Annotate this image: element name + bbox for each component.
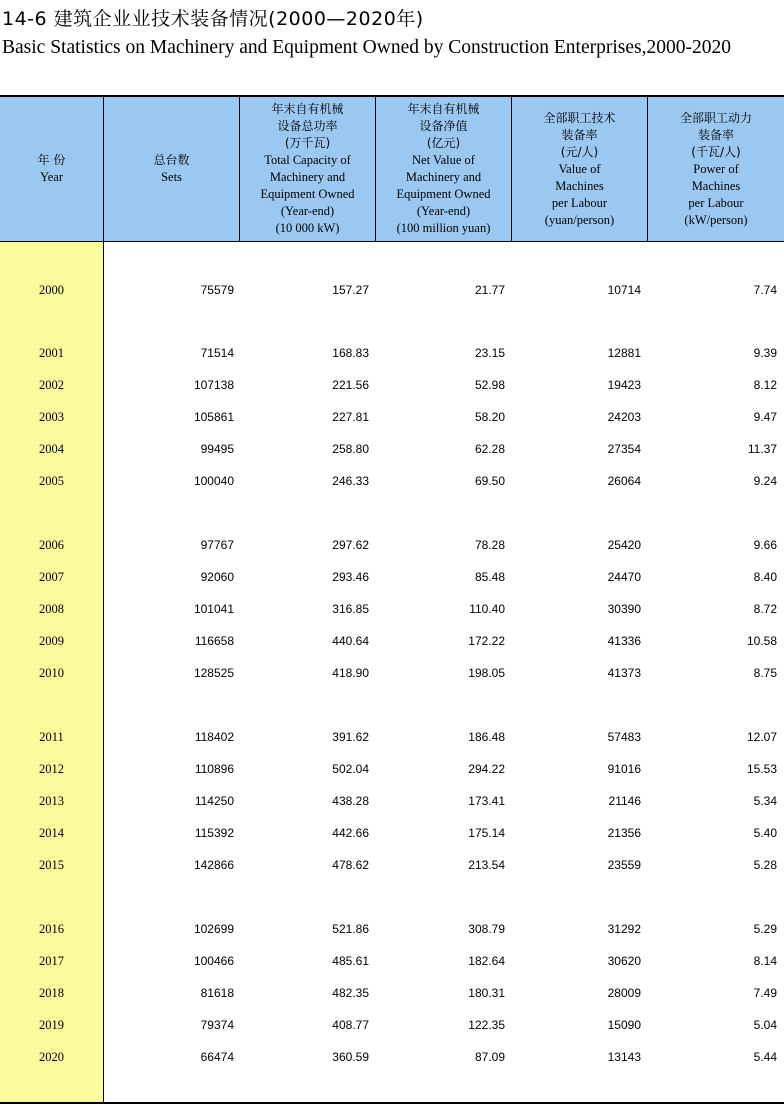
cell-power-per-labour: 9.39 <box>753 346 777 360</box>
cell-year: 2004 <box>39 442 64 456</box>
cell-sets: 102699 <box>193 922 234 936</box>
header-capacity-en5: (10 000 kW) <box>275 221 340 235</box>
cell-value-per-labour: 23559 <box>607 858 641 872</box>
cell-power-per-labour: 8.40 <box>753 570 777 584</box>
cell-power-per-labour: 5.44 <box>753 1050 777 1064</box>
header-net-value-en3: Equipment Owned <box>396 187 491 201</box>
table-row <box>0 471 784 491</box>
cell-net-value: 110.40 <box>469 602 505 616</box>
header-capacity-cn1: 年末自有机械 <box>271 102 344 116</box>
table-title-chinese: 14-6 建筑企业业技术装备情况(2000—2020年) <box>2 8 424 30</box>
table-row <box>0 439 784 459</box>
header-value-per-labour <box>512 97 647 241</box>
cell-capacity: 418.90 <box>332 666 369 680</box>
cell-value-per-labour: 30390 <box>607 602 641 616</box>
cell-year: 2009 <box>39 634 64 648</box>
cell-year: 2019 <box>39 1018 64 1032</box>
header-power-per-labour-cn2: 装备率 <box>697 127 734 142</box>
header-capacity-en3: Equipment Owned <box>260 187 355 201</box>
cell-year: 2013 <box>39 794 64 808</box>
cell-year: 2018 <box>39 986 64 1000</box>
cell-value-per-labour: 27354 <box>607 442 641 456</box>
cell-sets: 71514 <box>200 346 234 360</box>
cell-power-per-labour: 5.34 <box>753 794 777 808</box>
cell-value-per-labour: 91016 <box>607 762 641 776</box>
table-row <box>0 407 784 427</box>
cell-capacity: 521.86 <box>332 922 369 936</box>
cell-value-per-labour: 24203 <box>607 410 641 424</box>
cell-sets: 142866 <box>193 858 234 872</box>
header-value-per-labour-cn2: 装备率 <box>561 127 598 142</box>
table-row <box>0 280 784 300</box>
cell-capacity: 438.28 <box>332 794 369 808</box>
cell-power-per-labour: 8.72 <box>753 602 777 616</box>
cell-capacity: 478.62 <box>332 858 369 872</box>
cell-sets: 107138 <box>193 378 234 392</box>
cell-capacity: 408.77 <box>332 1018 369 1032</box>
table-row <box>0 919 784 939</box>
header-divider <box>0 241 784 242</box>
cell-capacity: 246.33 <box>332 474 369 488</box>
cell-value-per-labour: 30620 <box>607 954 641 968</box>
cell-value-per-labour: 57483 <box>607 730 641 744</box>
header-sets-en: Sets <box>161 170 182 184</box>
cell-power-per-labour: 8.75 <box>753 666 777 680</box>
header-year <box>0 97 103 241</box>
header-power-per-labour-en4: (kW/person) <box>684 212 748 227</box>
cell-year: 2015 <box>39 858 64 872</box>
cell-net-value: 213.54 <box>468 858 505 872</box>
cell-value-per-labour: 26064 <box>607 474 641 488</box>
table-row <box>0 791 784 811</box>
header-net-value-cn2: 设备净值 <box>419 119 468 133</box>
cell-capacity: 485.61 <box>332 954 369 968</box>
header-power-per-labour-en3: per Labour <box>688 195 744 210</box>
header-year-cn: 年 份 <box>37 153 66 167</box>
cell-net-value: 198.05 <box>468 666 505 680</box>
header-capacity-cn3: (万千瓦) <box>284 136 331 150</box>
table-row <box>0 375 784 395</box>
table-row <box>0 1015 784 1035</box>
table-row <box>0 759 784 779</box>
cell-year: 2002 <box>39 378 64 392</box>
cell-sets: 92060 <box>200 570 234 584</box>
cell-sets: 75579 <box>200 283 234 297</box>
cell-value-per-labour: 25420 <box>607 538 641 552</box>
table-row <box>0 855 784 875</box>
cell-net-value: 172.22 <box>468 634 505 648</box>
cell-year: 2017 <box>39 954 64 968</box>
cell-net-value: 308.79 <box>468 922 505 936</box>
header-value-per-labour-cn1: 全部职工技术 <box>543 110 616 125</box>
header-power-per-labour-en2: Machines <box>691 178 741 193</box>
cell-value-per-labour: 21356 <box>607 826 641 840</box>
table-row <box>0 343 784 363</box>
cell-year: 2006 <box>39 538 64 552</box>
bottom-rule <box>0 1102 784 1104</box>
cell-net-value: 87.09 <box>474 1050 505 1064</box>
cell-capacity: 157.27 <box>332 283 369 297</box>
header-year-en: Year <box>39 170 64 184</box>
cell-net-value: 122.35 <box>468 1018 505 1032</box>
cell-sets: 66474 <box>200 1050 234 1064</box>
cell-sets: 101041 <box>193 602 234 616</box>
cell-net-value: 52.98 <box>474 378 505 392</box>
cell-net-value: 58.20 <box>474 410 505 424</box>
cell-value-per-labour: 13143 <box>607 1050 641 1064</box>
header-value-per-labour-en4: (yuan/person) <box>544 212 615 227</box>
cell-year: 2003 <box>39 410 64 424</box>
cell-sets: 79374 <box>200 1018 234 1032</box>
header-value-per-labour-en3: per Labour <box>551 195 608 210</box>
cell-capacity: 227.81 <box>332 410 369 424</box>
cell-net-value: 173.41 <box>468 794 505 808</box>
cell-net-value: 23.15 <box>474 346 505 360</box>
cell-capacity: 360.59 <box>332 1050 369 1064</box>
cell-sets: 81618 <box>200 986 234 1000</box>
header-capacity <box>240 97 375 241</box>
cell-power-per-labour: 9.66 <box>753 538 777 552</box>
cell-power-per-labour: 8.14 <box>753 954 777 968</box>
cell-value-per-labour: 24470 <box>607 570 641 584</box>
cell-capacity: 293.46 <box>332 570 369 584</box>
cell-net-value: 69.50 <box>474 474 505 488</box>
cell-sets: 100466 <box>193 954 234 968</box>
header-net-value-en5: (100 million yuan) <box>396 221 491 235</box>
table-row <box>0 983 784 1003</box>
header-net-value-en4: (Year-end) <box>416 204 471 218</box>
cell-power-per-labour: 5.40 <box>753 826 777 840</box>
cell-net-value: 21.77 <box>474 283 505 297</box>
header-power-per-labour-cn1: 全部职工动力 <box>679 110 752 125</box>
cell-year: 2008 <box>39 602 64 616</box>
cell-sets: 116658 <box>194 634 234 648</box>
table-row <box>0 535 784 555</box>
cell-value-per-labour: 28009 <box>607 986 641 1000</box>
header-value-per-labour-en1: Value of <box>558 161 601 176</box>
table-row <box>0 567 784 587</box>
cell-value-per-labour: 31292 <box>607 922 641 936</box>
cell-power-per-labour: 7.74 <box>753 283 777 297</box>
cell-sets: 110896 <box>194 762 234 776</box>
cell-power-per-labour: 5.04 <box>753 1018 777 1032</box>
cell-net-value: 294.22 <box>468 762 505 776</box>
cell-value-per-labour: 15090 <box>607 1018 641 1032</box>
cell-year: 2014 <box>39 826 64 840</box>
cell-year: 2007 <box>39 570 64 584</box>
cell-power-per-labour: 10.58 <box>746 634 777 648</box>
cell-net-value: 182.64 <box>468 954 505 968</box>
cell-value-per-labour: 41373 <box>607 666 641 680</box>
cell-power-per-labour: 5.28 <box>753 858 777 872</box>
cell-sets: 99495 <box>200 442 234 456</box>
cell-sets: 118402 <box>194 730 234 744</box>
cell-net-value: 78.28 <box>474 538 505 552</box>
table-row <box>0 823 784 843</box>
header-power-per-labour-cn3: (千瓦/人) <box>691 144 741 159</box>
header-net-value-en2: Machinery and <box>405 170 482 184</box>
table-row <box>0 951 784 971</box>
cell-power-per-labour: 11.37 <box>747 442 777 456</box>
cell-value-per-labour: 10714 <box>607 283 641 297</box>
cell-capacity: 221.56 <box>332 378 369 392</box>
header-power-per-labour-en1: Power of <box>693 161 739 176</box>
cell-power-per-labour: 7.49 <box>753 986 777 1000</box>
cell-power-per-labour: 9.47 <box>753 410 777 424</box>
cell-year: 2016 <box>39 922 64 936</box>
header-net-value-cn3: (亿元) <box>426 136 461 150</box>
table-row <box>0 599 784 619</box>
cell-net-value: 180.31 <box>468 986 505 1000</box>
cell-sets: 97767 <box>200 538 234 552</box>
table-row <box>0 631 784 651</box>
cell-sets: 128525 <box>193 666 234 680</box>
header-sets-cn: 总台数 <box>153 153 190 167</box>
cell-net-value: 85.48 <box>474 570 505 584</box>
cell-year: 2000 <box>39 283 64 297</box>
cell-net-value: 175.14 <box>468 826 505 840</box>
header-net-value <box>376 97 511 241</box>
cell-value-per-labour: 21146 <box>608 794 641 808</box>
cell-capacity: 440.64 <box>332 634 369 648</box>
cell-value-per-labour: 19423 <box>607 378 641 392</box>
header-net-value-en1: Net Value of <box>412 153 475 167</box>
header-capacity-en2: Machinery and <box>269 170 346 184</box>
cell-capacity: 391.62 <box>332 730 369 744</box>
cell-capacity: 168.83 <box>332 346 369 360</box>
cell-year: 2001 <box>39 346 64 360</box>
cell-net-value: 62.28 <box>474 442 505 456</box>
cell-sets: 114250 <box>194 794 234 808</box>
cell-capacity: 316.85 <box>332 602 369 616</box>
cell-year: 2020 <box>39 1050 64 1064</box>
cell-capacity: 297.62 <box>332 538 369 552</box>
table-row <box>0 1047 784 1067</box>
header-capacity-en1: Total Capacity of <box>264 153 351 167</box>
table-title-english: Basic Statistics on Machinery and Equipment Owned by Construction Enterprises,2000-2020 <box>2 37 731 58</box>
cell-capacity: 258.80 <box>332 442 369 456</box>
table-row <box>0 727 784 747</box>
cell-power-per-labour: 15.53 <box>746 762 777 776</box>
cell-value-per-labour: 12881 <box>607 346 641 360</box>
header-power-per-labour <box>648 97 784 241</box>
cell-capacity: 482.35 <box>332 986 369 1000</box>
cell-year: 2010 <box>39 666 64 680</box>
header-sets <box>104 97 239 241</box>
cell-capacity: 502.04 <box>332 762 369 776</box>
cell-sets: 100040 <box>193 474 234 488</box>
table-row <box>0 663 784 683</box>
cell-year: 2011 <box>39 730 64 744</box>
cell-sets: 105861 <box>193 410 234 424</box>
cell-year: 2005 <box>39 474 64 488</box>
header-capacity-cn2: 设备总功率 <box>277 119 338 133</box>
cell-value-per-labour: 41336 <box>607 634 641 648</box>
cell-sets: 115392 <box>194 826 234 840</box>
cell-power-per-labour: 8.12 <box>753 378 777 392</box>
header-value-per-labour-cn3: (元/人) <box>560 144 599 159</box>
cell-net-value: 186.48 <box>468 730 505 744</box>
cell-capacity: 442.66 <box>332 826 369 840</box>
cell-power-per-labour: 9.24 <box>753 474 777 488</box>
cell-power-per-labour: 12.07 <box>746 730 777 744</box>
cell-power-per-labour: 5.29 <box>753 922 777 936</box>
header-capacity-en4: (Year-end) <box>280 204 335 218</box>
cell-year: 2012 <box>39 762 64 776</box>
header-value-per-labour-en2: Machines <box>555 178 604 193</box>
header-net-value-cn1: 年末自有机械 <box>407 102 480 116</box>
